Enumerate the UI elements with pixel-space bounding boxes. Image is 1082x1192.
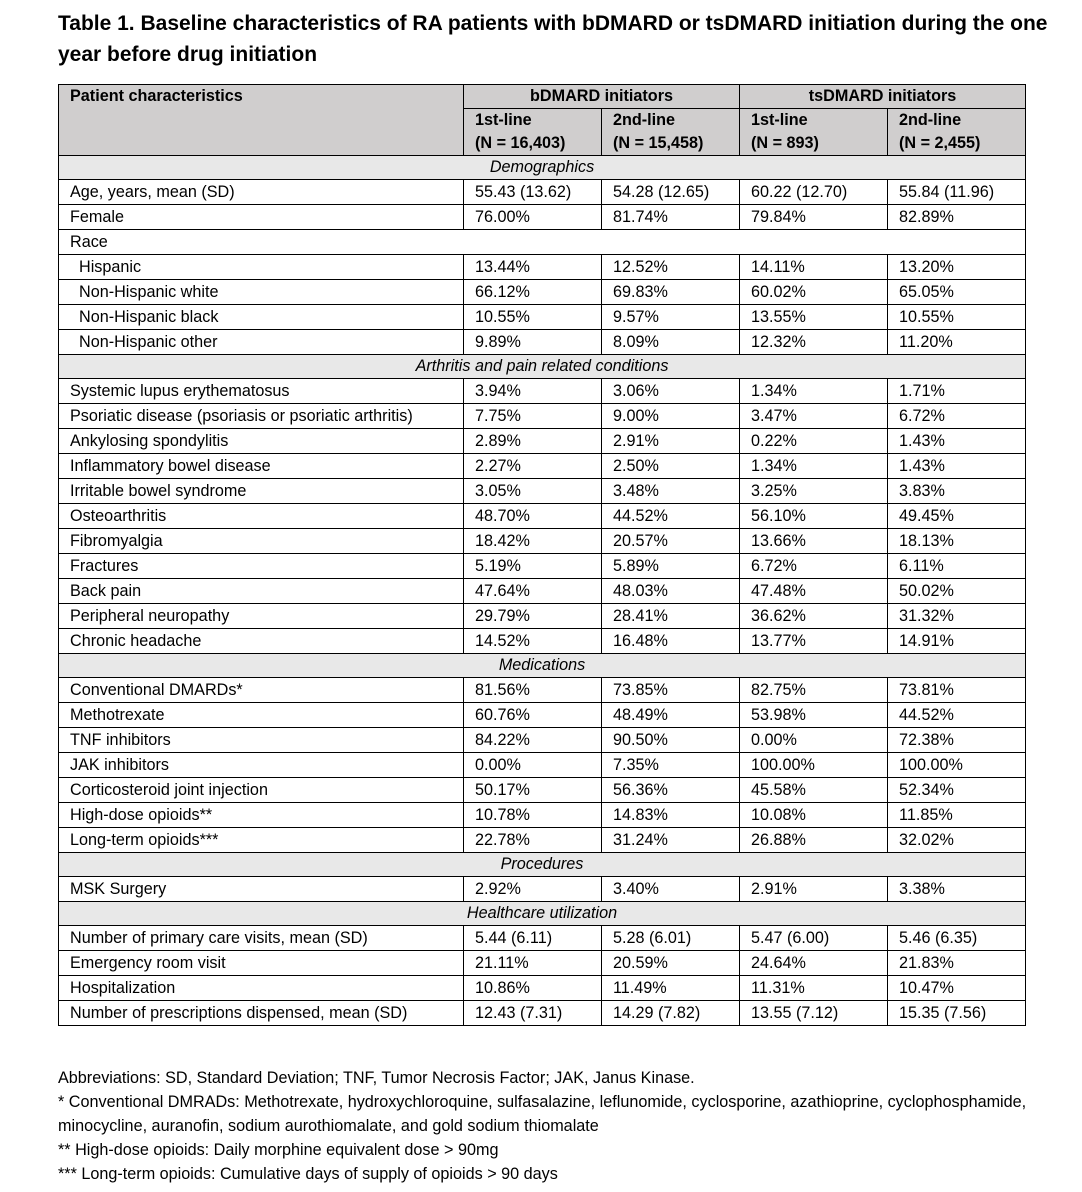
cell-value: 11.85% [888,803,1026,828]
characteristics-header: Patient characteristics [59,85,464,156]
cell-value: 50.02% [888,579,1026,604]
cell-value: 5.44 (6.11) [464,926,602,951]
cell-value: 2.91% [740,877,888,902]
cell-value: 54.28 (12.65) [602,180,740,205]
table-title: Table 1. Baseline characteristics of RA patients with bDMARD or tsDMARD initiation during the one year before drug initiation [58,12,1048,66]
cell-value: 5.28 (6.01) [602,926,740,951]
column-n: (N = 2,455) [899,134,981,152]
table-row [59,629,1026,654]
column-n: (N = 16,403) [475,134,566,152]
row-label: Non-Hispanic black [59,305,464,330]
table-row [59,180,1026,205]
table-row [59,230,1026,255]
cell-value: 1.43% [888,429,1026,454]
footnote: ** High-dose opioids: Daily morphine equivalent dose > 90mg [58,1141,499,1159]
cell-value: 3.40% [602,877,740,902]
cell-value: 1.34% [740,379,888,404]
cell-value: 47.64% [464,579,602,604]
footnote: *** Long-term opioids: Cumulative days of supply of opioids > 90 days [58,1165,558,1183]
characteristics-table [58,84,1026,1026]
header-row-groups [59,85,1026,109]
cell-value: 7.35% [602,753,740,778]
cell-value: 1.34% [740,454,888,479]
table-row [59,753,1026,778]
section-header-row [59,853,1026,877]
cell-value: 1.71% [888,379,1026,404]
cell-value: 1.43% [888,454,1026,479]
cell-value: 48.70% [464,504,602,529]
table-row [59,778,1026,803]
cell-value: 53.98% [740,703,888,728]
cell-value: 3.94% [464,379,602,404]
cell-value: 2.92% [464,877,602,902]
table-row [59,479,1026,504]
table-row [59,305,1026,330]
cell-value: 52.34% [888,778,1026,803]
cell-value: 48.49% [602,703,740,728]
cell-value: 69.83% [602,280,740,305]
cell-value: 13.44% [464,255,602,280]
cell-value: 84.22% [464,728,602,753]
cell-value: 12.32% [740,330,888,355]
table-row [59,703,1026,728]
cell-value: 36.62% [740,604,888,629]
row-label: Hospitalization [59,976,464,1001]
table-row [59,678,1026,703]
cell-value: 5.46 (6.35) [888,926,1026,951]
cell-value: 31.24% [602,828,740,853]
row-label: Ankylosing spondylitis [59,429,464,454]
section-title: Procedures [59,853,1026,877]
row-label: Female [59,205,464,230]
table-row [59,976,1026,1001]
table-row [59,877,1026,902]
cell-value: 20.57% [602,529,740,554]
cell-value: 15.35 (7.56) [888,1001,1026,1026]
section-header-row [59,654,1026,678]
cell-value: 32.02% [888,828,1026,853]
section-title: Medications [59,654,1026,678]
cell-value: 29.79% [464,604,602,629]
cell-value: 21.83% [888,951,1026,976]
cell-value: 2.50% [602,454,740,479]
cell-value: 90.50% [602,728,740,753]
row-label: Number of prescriptions dispensed, mean (SD) [59,1001,464,1026]
row-label: Conventional DMARDs* [59,678,464,703]
footnote: Abbreviations: SD, Standard Deviation; TNF, Tumor Necrosis Factor; JAK, Janus Kinase. [58,1069,695,1087]
cell-value: 79.84% [740,205,888,230]
cell-value: 60.76% [464,703,602,728]
table-row [59,554,1026,579]
tsdmard-group-header: tsDMARD initiators [740,85,1026,109]
cell-value: 11.49% [602,976,740,1001]
column-line: 2nd-line [899,111,962,129]
row-label: Fractures [59,554,464,579]
row-label: Hispanic [59,255,464,280]
row-label: Back pain [59,579,464,604]
cell-value: 81.74% [602,205,740,230]
cell-value: 28.41% [602,604,740,629]
table-row [59,604,1026,629]
section-header-row [59,902,1026,926]
cell-value: 81.56% [464,678,602,703]
row-label: Systemic lupus erythematosus [59,379,464,404]
cell-value: 44.52% [888,703,1026,728]
row-label: Methotrexate [59,703,464,728]
cell-value: 24.64% [740,951,888,976]
column-header [888,109,1026,156]
cell-value: 14.52% [464,629,602,654]
column-line: 2nd-line [613,111,676,129]
cell-value: 20.59% [602,951,740,976]
row-label: Race [59,230,1026,255]
cell-value: 73.81% [888,678,1026,703]
cell-value: 49.45% [888,504,1026,529]
cell-value: 10.78% [464,803,602,828]
table-row [59,529,1026,554]
cell-value: 18.42% [464,529,602,554]
cell-value: 5.19% [464,554,602,579]
bdmard-group-header: bDMARD initiators [464,85,740,109]
cell-value: 6.11% [888,554,1026,579]
table-body [59,85,1026,1026]
column-n: (N = 893) [751,134,819,152]
cell-value: 13.77% [740,629,888,654]
cell-value: 5.89% [602,554,740,579]
cell-value: 73.85% [602,678,740,703]
column-header [464,109,602,156]
cell-value: 2.27% [464,454,602,479]
cell-value: 10.55% [888,305,1026,330]
column-line: 1st-line [475,111,532,129]
row-label: Osteoarthritis [59,504,464,529]
table-row [59,728,1026,753]
column-header [602,109,740,156]
cell-value: 14.83% [602,803,740,828]
section-header-row [59,355,1026,379]
cell-value: 0.00% [464,753,602,778]
table-row [59,255,1026,280]
cell-value: 66.12% [464,280,602,305]
cell-value: 60.02% [740,280,888,305]
cell-value: 11.20% [888,330,1026,355]
cell-value: 13.66% [740,529,888,554]
table-row [59,429,1026,454]
row-label: Inflammatory bowel disease [59,454,464,479]
table-row [59,280,1026,305]
cell-value: 10.08% [740,803,888,828]
footnote: * Conventional DMRADs: Methotrexate, hydroxychloroquine, sulfasalazine, leflunomide, cyclosporine, azathioprine, cyclophosphamide, minocycline, auranofin, sodium aurothiomalate, and gold sodium thiomalate [58,1093,1027,1135]
row-label: Corticosteroid joint injection [59,778,464,803]
table-row [59,1001,1026,1026]
cell-value: 72.38% [888,728,1026,753]
table-row [59,379,1026,404]
cell-value: 55.84 (11.96) [888,180,1026,205]
cell-value: 31.32% [888,604,1026,629]
cell-value: 12.43 (7.31) [464,1001,602,1026]
cell-value: 18.13% [888,529,1026,554]
cell-value: 13.20% [888,255,1026,280]
row-label: Non-Hispanic other [59,330,464,355]
column-header [740,109,888,156]
cell-value: 8.09% [602,330,740,355]
cell-value: 21.11% [464,951,602,976]
cell-value: 14.91% [888,629,1026,654]
cell-value: 0.00% [740,728,888,753]
cell-value: 100.00% [888,753,1026,778]
cell-value: 3.83% [888,479,1026,504]
cell-value: 50.17% [464,778,602,803]
table-row [59,828,1026,853]
cell-value: 82.89% [888,205,1026,230]
table-row [59,205,1026,230]
cell-value: 14.29 (7.82) [602,1001,740,1026]
table-row [59,330,1026,355]
cell-value: 2.89% [464,429,602,454]
cell-value: 9.57% [602,305,740,330]
row-label: Irritable bowel syndrome [59,479,464,504]
cell-value: 7.75% [464,404,602,429]
table-row [59,579,1026,604]
cell-value: 10.47% [888,976,1026,1001]
footnotes [58,1066,1068,1186]
cell-value: 3.47% [740,404,888,429]
column-n: (N = 15,458) [613,134,704,152]
table-row [59,404,1026,429]
table-row [59,803,1026,828]
cell-value: 60.22 (12.70) [740,180,888,205]
cell-value: 3.05% [464,479,602,504]
row-label: Number of primary care visits, mean (SD) [59,926,464,951]
cell-value: 56.10% [740,504,888,529]
cell-value: 6.72% [740,554,888,579]
table-row [59,926,1026,951]
cell-value: 6.72% [888,404,1026,429]
cell-value: 0.22% [740,429,888,454]
cell-value: 9.00% [602,404,740,429]
row-label: Emergency room visit [59,951,464,976]
cell-value: 3.38% [888,877,1026,902]
cell-value: 65.05% [888,280,1026,305]
row-label: TNF inhibitors [59,728,464,753]
cell-value: 3.25% [740,479,888,504]
cell-value: 55.43 (13.62) [464,180,602,205]
section-title: Arthritis and pain related conditions [59,355,1026,379]
cell-value: 5.47 (6.00) [740,926,888,951]
cell-value: 9.89% [464,330,602,355]
cell-value: 13.55% [740,305,888,330]
cell-value: 100.00% [740,753,888,778]
cell-value: 3.48% [602,479,740,504]
cell-value: 10.86% [464,976,602,1001]
row-label: Chronic headache [59,629,464,654]
table-row [59,951,1026,976]
cell-value: 44.52% [602,504,740,529]
cell-value: 76.00% [464,205,602,230]
cell-value: 3.06% [602,379,740,404]
row-label: Psoriatic disease (psoriasis or psoriatic arthritis) [59,404,464,429]
table-row [59,504,1026,529]
cell-value: 16.48% [602,629,740,654]
row-label: JAK inhibitors [59,753,464,778]
table-row [59,454,1026,479]
row-label: High-dose opioids** [59,803,464,828]
section-title: Demographics [59,156,1026,180]
cell-value: 47.48% [740,579,888,604]
row-label: MSK Surgery [59,877,464,902]
row-label: Age, years, mean (SD) [59,180,464,205]
cell-value: 14.11% [740,255,888,280]
cell-value: 11.31% [740,976,888,1001]
cell-value: 22.78% [464,828,602,853]
cell-value: 56.36% [602,778,740,803]
cell-value: 10.55% [464,305,602,330]
cell-value: 2.91% [602,429,740,454]
row-label: Non-Hispanic white [59,280,464,305]
cell-value: 45.58% [740,778,888,803]
section-title: Healthcare utilization [59,902,1026,926]
row-label: Peripheral neuropathy [59,604,464,629]
column-line: 1st-line [751,111,808,129]
cell-value: 82.75% [740,678,888,703]
row-label: Fibromyalgia [59,529,464,554]
row-label: Long-term opioids*** [59,828,464,853]
cell-value: 48.03% [602,579,740,604]
section-header-row [59,156,1026,180]
cell-value: 13.55 (7.12) [740,1001,888,1026]
cell-value: 26.88% [740,828,888,853]
cell-value: 12.52% [602,255,740,280]
